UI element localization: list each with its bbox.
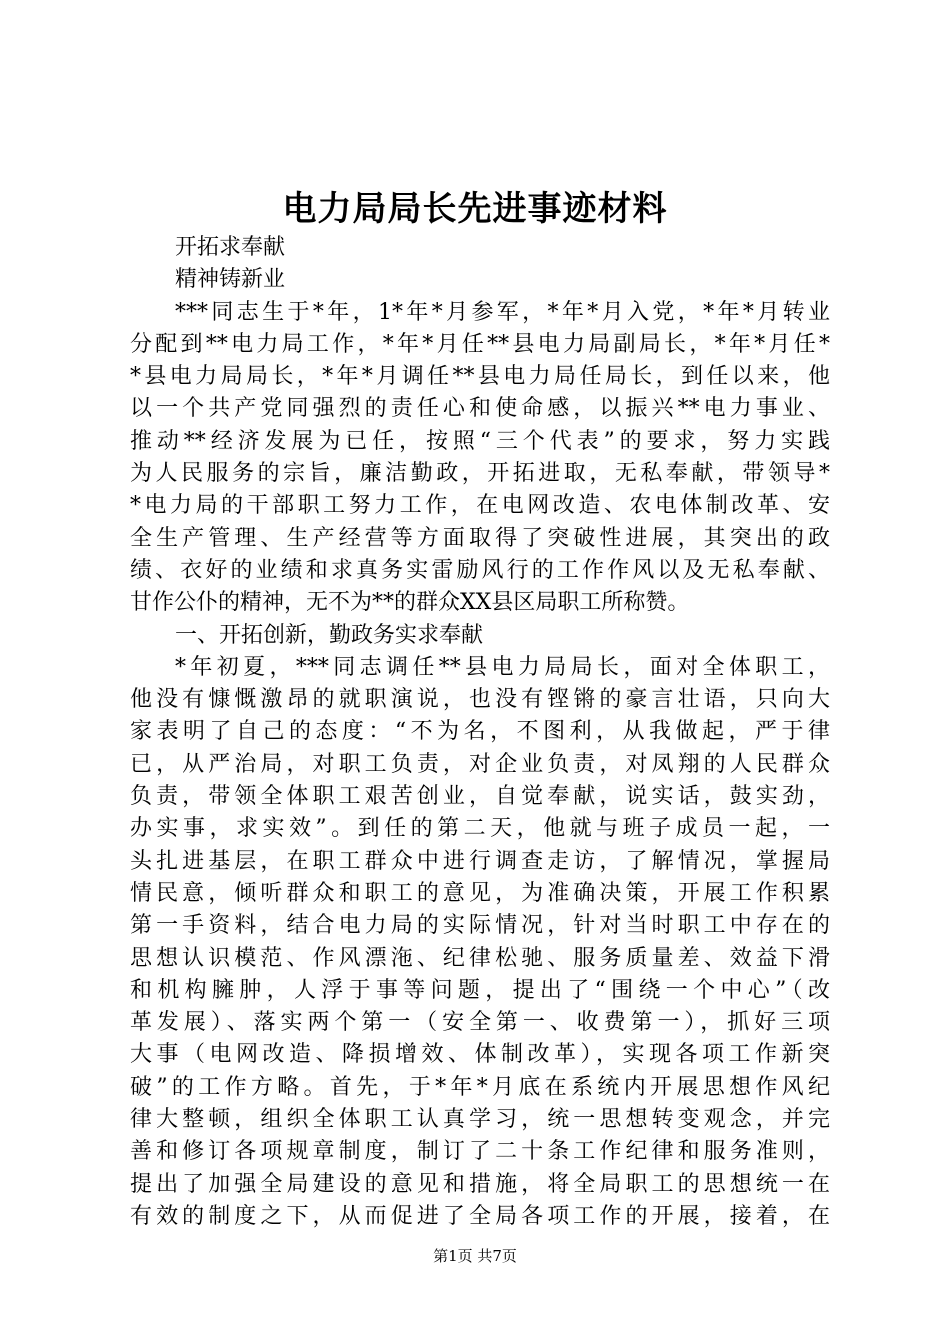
body-line: 一、开拓创新，勤政务实求奉献 bbox=[175, 622, 484, 648]
body-line: *县电力局局长，*年*月调任**县电力局任局长，到任以来，他 bbox=[130, 364, 830, 390]
body-line: 家表明了自己的态度：“不为名，不图利，从我做起，严于律 bbox=[130, 719, 830, 745]
body-line: *电力局的干部职工努力工作，在电网改造、农电体制改革、安 bbox=[130, 493, 830, 519]
body-line: 大事（电网改造、降损增效、体制改革），实现各项工作新突 bbox=[130, 1042, 830, 1068]
body-line: 负责，带领全体职工艰苦创业，自觉奉献，说实话，鼓实劲， bbox=[130, 784, 830, 810]
body-line: 分配到**电力局工作，*年*月任**县电力局副局长，*年*月任* bbox=[130, 331, 830, 357]
body-line: 为人民服务的宗旨，廉洁勤政，开拓进取，无私奉献，带领导* bbox=[130, 461, 830, 487]
document-title: 电力局局长先进事迹材料 bbox=[282, 189, 668, 229]
body-line: 精神铸新业 bbox=[175, 267, 286, 293]
body-line: 他没有慷慨激昂的就职演说，也没有铿锵的豪言壮语，只向大 bbox=[130, 687, 830, 713]
body-line: 全生产管理、生产经营等方面取得了突破性进展，其突出的政 bbox=[130, 525, 830, 551]
body-line: 第一手资料，结合电力局的实际情况，针对当时职工中存在的 bbox=[130, 913, 830, 939]
document-body bbox=[130, 232, 830, 1233]
body-line: 办实事，求实效”。到任的第二天，他就与班子成员一起，一 bbox=[130, 816, 830, 842]
body-line: 甘作公仆的精神，无不为**的群众XX县区局职工所称赞。 bbox=[130, 590, 690, 616]
body-line: 思想认识模范、作风漂沲、纪律松驰、服务质量差、效益下滑 bbox=[130, 945, 830, 971]
body-line: 有效的制度之下，从而促进了全局各项工作的开展，接着，在 bbox=[130, 1203, 830, 1229]
body-line: 和机构臃肿，人浮于事等问题，提出了“围绕一个中心”（改 bbox=[130, 977, 830, 1003]
body-line: *年初夏，***同志调任**县电力局局长，面对全体职工， bbox=[175, 654, 830, 680]
body-line: 情民意，倾听群众和职工的意见，为准确决策，开展工作积累 bbox=[130, 880, 830, 906]
body-line: 律大整顿，组织全体职工认真学习，统一思想转变观念，并完 bbox=[130, 1107, 830, 1133]
body-line: 头扎进基层，在职工群众中进行调查走访，了解情况，掌握局 bbox=[130, 848, 830, 874]
body-line: 推动**经济发展为已任，按照“三个代表”的要求，努力实践 bbox=[130, 428, 830, 454]
body-line: 绩、衣好的业绩和求真务实雷励风行的工作作风以及无私奉献、 bbox=[130, 557, 830, 583]
body-line: ***同志生于*年，1*年*月参军，*年*月入党，*年*月转业 bbox=[175, 299, 830, 325]
body-line: 以一个共产党同强烈的责任心和使命感，以振兴**电力事业、 bbox=[130, 396, 830, 422]
body-line: 提出了加强全局建设的意见和措施，将全局职工的思想统一在 bbox=[130, 1171, 830, 1197]
body-line: 善和修订各项规章制度，制订了二十条工作纪律和服务准则， bbox=[130, 1139, 830, 1165]
page-footer: 第1页 共7页 bbox=[433, 1247, 517, 1265]
body-line: 已，从严治局，对职工负责，对企业负责，对凤翔的人民群众 bbox=[130, 751, 830, 777]
body-line: 开拓求奉献 bbox=[175, 235, 286, 260]
body-line: 革发展）、落实两个第一（安全第一、收费第一），抓好三项 bbox=[130, 1010, 830, 1036]
body-line: 破”的工作方略。首先，于*年*月底在系统内开展思想作风纪 bbox=[130, 1074, 830, 1100]
